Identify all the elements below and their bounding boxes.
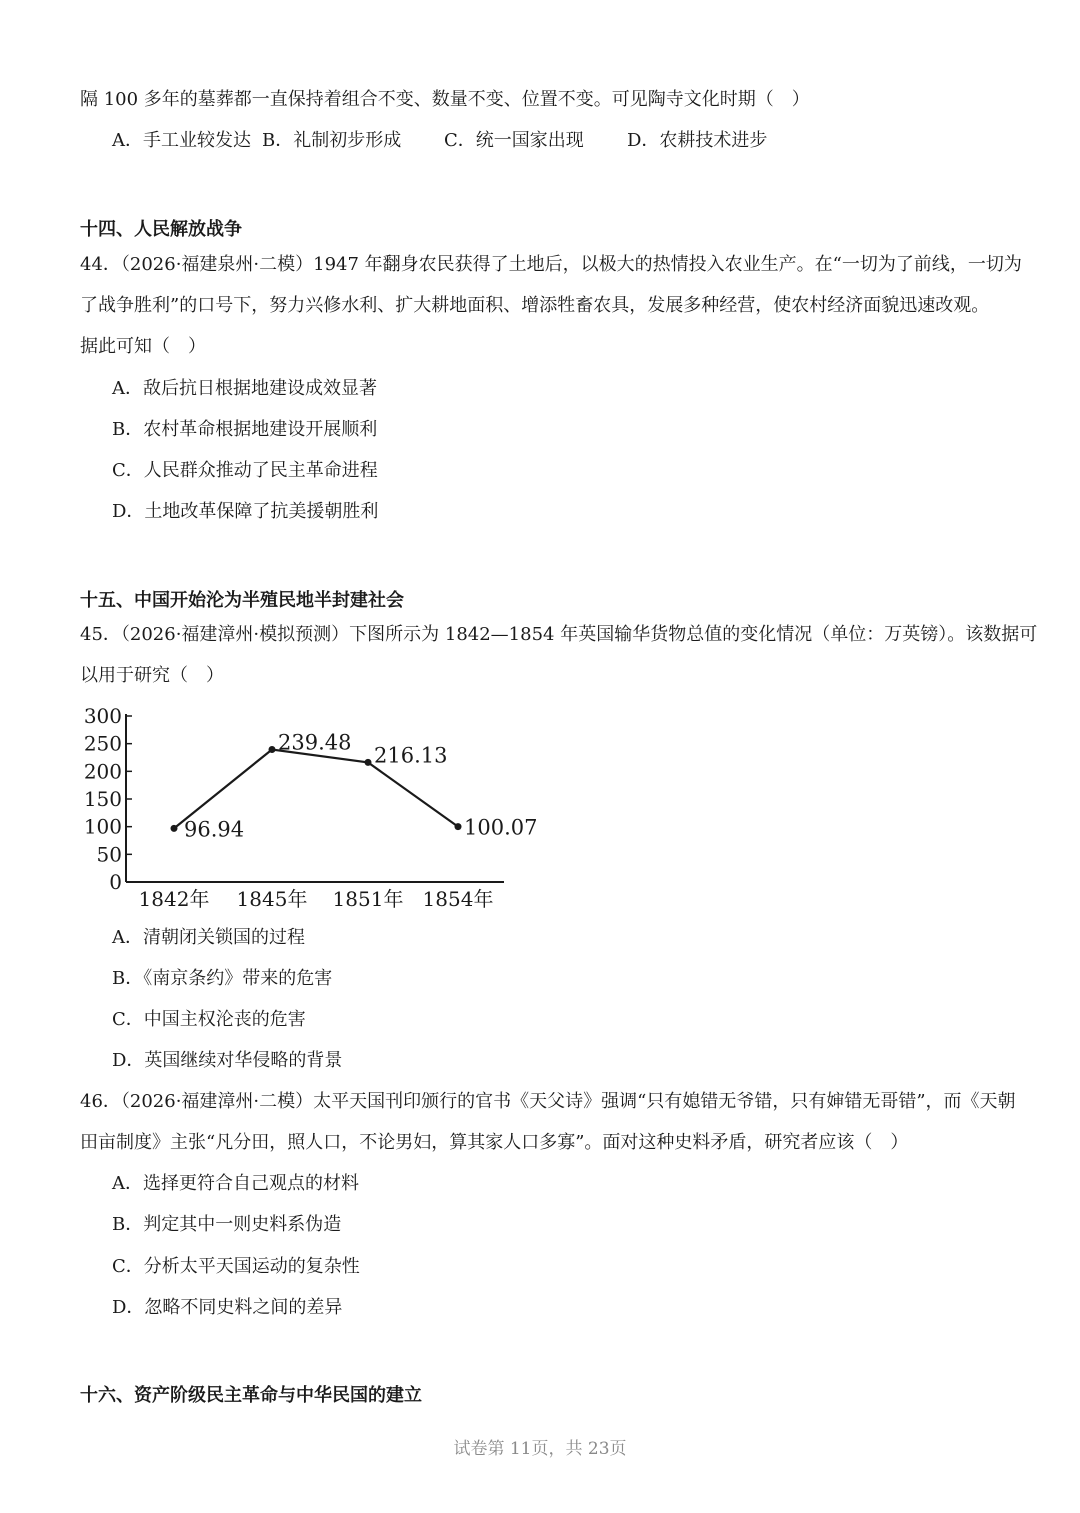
q44-option-d: D．土地改革保障了抗美援朝胜利 [112,501,379,522]
section-title-14: 十四、人民解放战争 [80,219,242,240]
data-point [269,746,276,753]
chart-marks [171,730,538,841]
q43-stem-line: 隔 100 多年的墓葬都一直保持着组合不变、数量不变、位置不变。可见陶寺文化时期（ ） [80,89,810,110]
q44-option-b: B．农村革命根据地建设开展顺利 [112,419,378,440]
x-tick-label: 1851年 [332,887,404,911]
q46-option-d: D．忽略不同史料之间的差异 [112,1297,343,1318]
data-label: 239.48 [278,730,352,755]
section-title-16: 十六、资产阶级民主革命与中华民国的建立 [80,1385,422,1406]
data-point [455,823,462,830]
q44-stem-line-2: 了战争胜利”的口号下，努力兴修水利、扩大耕地面积、增添牲畜农具，发展多种经营，使农村经济面貌迅速改观。 [80,295,990,316]
q45-stem-line-1: 45．（2026·福建漳州·模拟预测）下图所示为 1842—1854 年英国输华货物总值的变化情况（单位：万英镑）。该数据可 [80,624,1038,645]
q46-stem-line-2: 田亩制度》主张“凡分田，照人口，不论男妇，算其家人口多寡”。面对这种史料矛盾，研究者应该（ ） [80,1132,909,1153]
y-tick-label: 0 [109,870,122,894]
q46-option-b: B．判定其中一则史料系伪造 [112,1214,342,1235]
q43-option-c: C．统一国家出现 [444,130,584,151]
q43-option-b: B．礼制初步形成 [262,130,402,151]
data-point [365,759,372,766]
q46-option-a: A．选择更符合自己观点的材料 [112,1173,359,1194]
q46-stem-line-1: 46．（2026·福建漳州·二模）太平天国刊印颁行的官书《天父诗》强调“只有媳错无爷错，只有婶错无哥错”，而《天朝 [80,1091,1016,1112]
q45-option-c: C．中国主权沦丧的危害 [112,1009,306,1030]
q45-option-d: D．英国继续对华侵略的背景 [112,1050,343,1071]
page-footer: 试卷第 11页，共 23页 [453,1439,627,1459]
y-tick-label: 200 [83,759,122,784]
q44-option-c: C．人民群众推动了民主革命进程 [112,460,378,481]
q43-option-d: D．农耕技术进步 [627,130,768,151]
q44-stem-line-1: 44．（2026·福建泉州·二模）1947 年翻身农民获得了土地后，以极大的热情投入农业生产。在“一切为了前线，一切为 [80,254,1022,275]
y-tick-label: 150 [83,787,122,811]
data-point [171,825,178,832]
data-label: 100.07 [464,815,538,840]
q44-stem-line-3: 据此可知（ ） [80,336,206,357]
data-label: 96.94 [184,817,245,842]
data-label: 216.13 [374,743,448,768]
x-tick-label: 1854年 [422,887,494,911]
q45-option-a: A．清朝闭关锁国的过程 [112,927,305,948]
q45-stem-line-2: 以用于研究（ ） [80,665,224,686]
y-tick-label: 50 [96,842,122,867]
trade-value-line-chart [80,700,540,918]
q43-option-a: A．手工业较发达 [112,130,251,151]
q44-option-a: A．敌后抗日根据地建设成效显著 [112,378,377,399]
q46-option-c: C．分析太平天国运动的复杂性 [112,1256,360,1277]
y-tick-label: 100 [83,814,122,839]
y-tick-label: 300 [83,704,122,728]
section-title-15: 十五、中国开始沦为半殖民地半封建社会 [80,590,404,611]
y-tick-label: 250 [83,731,122,756]
q45-option-b: B．《南京条约》带来的危害 [112,968,333,989]
x-tick-label: 1845年 [236,887,308,911]
x-tick-label: 1842年 [138,887,210,911]
